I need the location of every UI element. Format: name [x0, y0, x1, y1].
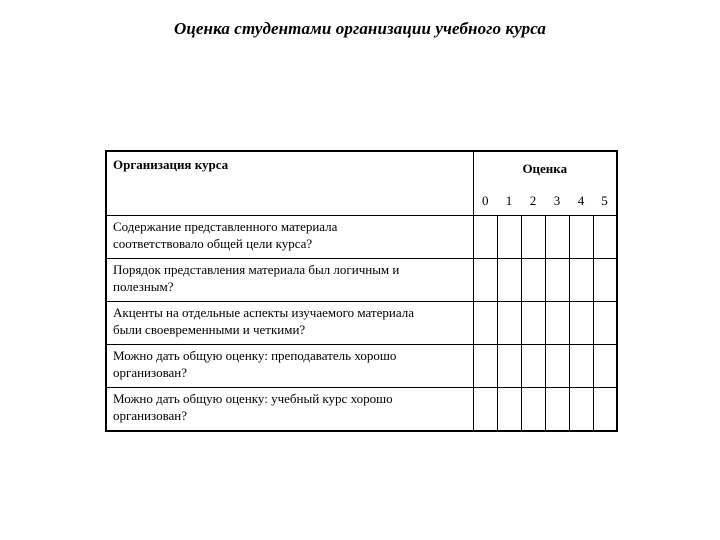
- grade-cell[interactable]: [569, 388, 593, 432]
- grade-cell[interactable]: [545, 259, 569, 302]
- grade-cell[interactable]: [593, 302, 617, 345]
- grade-cell[interactable]: [521, 302, 545, 345]
- grade-cell[interactable]: [545, 388, 569, 432]
- grade-number: 1: [497, 185, 521, 215]
- question-row: [106, 216, 617, 259]
- grade-cell[interactable]: [521, 345, 545, 388]
- question-row: [106, 259, 617, 302]
- grade-header: Оценка: [473, 151, 617, 185]
- grade-cell[interactable]: [473, 345, 497, 388]
- page-title: Оценка студентами организации учебного курса: [173, 19, 547, 38]
- question-text: [106, 259, 473, 302]
- question-line: организован?: [113, 408, 188, 423]
- question-row: [106, 388, 617, 432]
- grade-cell[interactable]: [593, 216, 617, 259]
- grade-cell[interactable]: [497, 345, 521, 388]
- grade-cell[interactable]: [545, 302, 569, 345]
- grade-cell[interactable]: [497, 216, 521, 259]
- grade-cell[interactable]: [545, 345, 569, 388]
- question-text: [106, 302, 473, 345]
- header-row: [106, 151, 617, 185]
- question-line: были своевременными и четкими?: [113, 322, 306, 337]
- org-header: Организация курса: [106, 151, 473, 216]
- question-line: Акценты на отдельные аспекты изучаемого материала: [113, 305, 414, 320]
- grade-cell[interactable]: [473, 216, 497, 259]
- grade-cell[interactable]: [545, 216, 569, 259]
- grade-number: 4: [569, 185, 593, 215]
- grade-cell[interactable]: [569, 345, 593, 388]
- grade-number: 3: [545, 185, 569, 215]
- question-row: [106, 302, 617, 345]
- question-text: [106, 345, 473, 388]
- question-row: [106, 345, 617, 388]
- grade-cell[interactable]: [473, 388, 497, 432]
- grade-cell[interactable]: [593, 388, 617, 432]
- grade-cell[interactable]: [569, 216, 593, 259]
- grade-cell[interactable]: [497, 259, 521, 302]
- question-text: [106, 388, 473, 432]
- grade-number: 2: [521, 185, 545, 215]
- question-line: организован?: [113, 365, 188, 380]
- grade-cell[interactable]: [593, 345, 617, 388]
- grade-cell[interactable]: [473, 259, 497, 302]
- question-line: Содержание представленного материала: [113, 219, 338, 234]
- grade-cell[interactable]: [569, 302, 593, 345]
- grade-cell[interactable]: [497, 388, 521, 432]
- grade-cell[interactable]: [497, 302, 521, 345]
- evaluation-table: [105, 150, 618, 432]
- grade-cell[interactable]: [521, 259, 545, 302]
- question-line: полезным?: [113, 279, 174, 294]
- question-line: Можно дать общую оценку: учебный курс хорошо: [113, 391, 393, 406]
- question-text: [106, 216, 473, 259]
- grade-number: 0: [473, 185, 497, 215]
- grade-cell[interactable]: [569, 259, 593, 302]
- grade-number: 5: [593, 185, 617, 215]
- grade-cell[interactable]: [521, 388, 545, 432]
- question-line: соответствовало общей цели курса?: [113, 236, 313, 251]
- grade-cell[interactable]: [473, 302, 497, 345]
- grade-cell[interactable]: [521, 216, 545, 259]
- question-line: Порядок представления материала был логичным и: [113, 262, 400, 277]
- question-line: Можно дать общую оценку: преподаватель хорошо: [113, 348, 397, 363]
- grade-cell[interactable]: [593, 259, 617, 302]
